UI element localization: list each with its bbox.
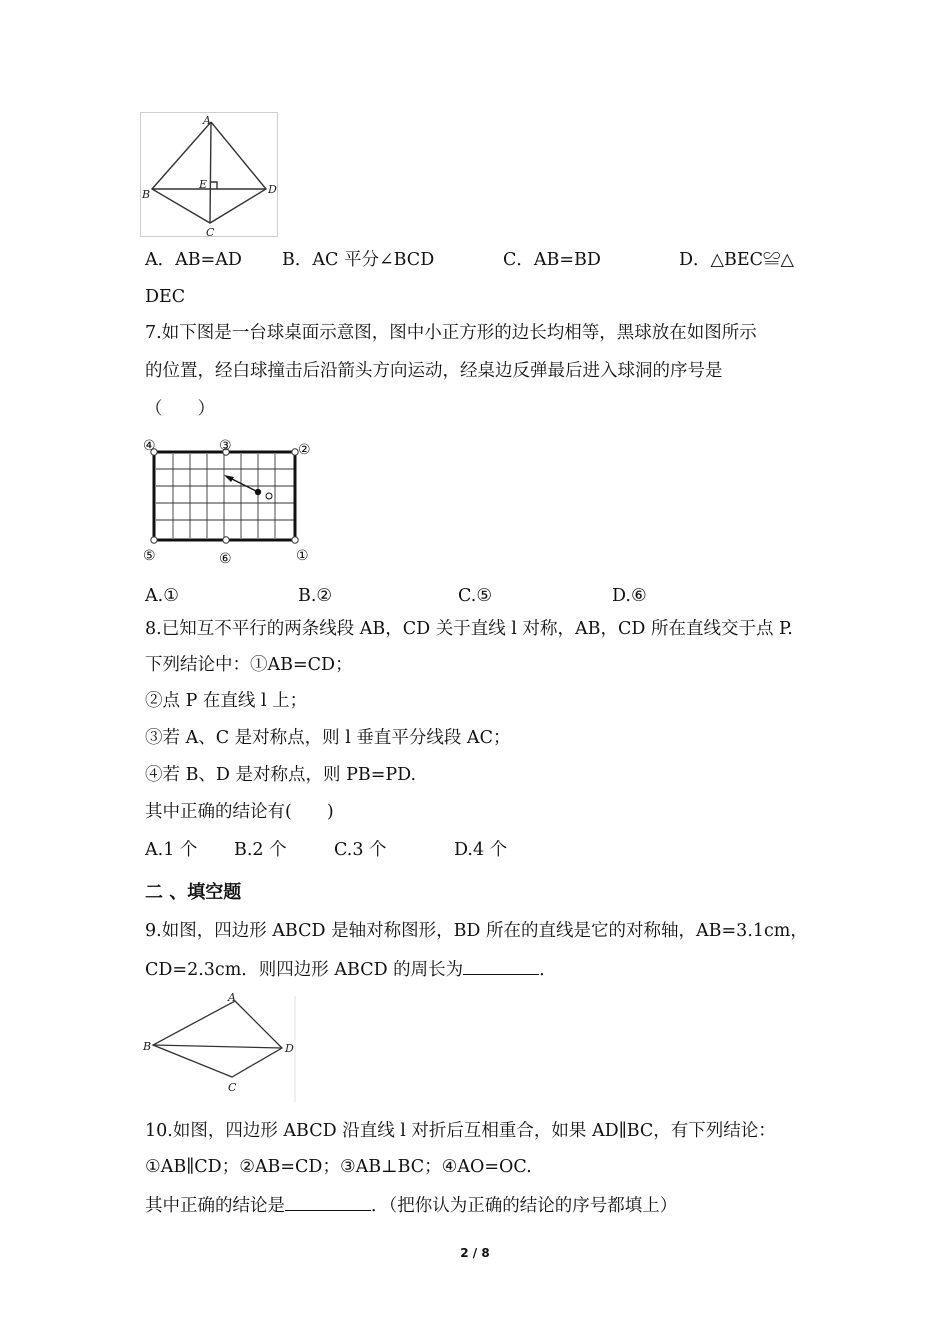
black-ball bbox=[255, 489, 261, 495]
q7-option-b: B.② bbox=[298, 586, 333, 606]
q9-text-line2-pre: CD=2.3cm．则四边形 ABCD 的周长为 bbox=[145, 960, 464, 980]
figure-kite-abcd bbox=[140, 112, 280, 238]
pocket-6-hole bbox=[223, 537, 229, 543]
q6-option-d-cont: DEC bbox=[145, 287, 186, 307]
label-d: D bbox=[268, 183, 277, 196]
q8-text-line2: 下列结论中：①AB=CD； bbox=[145, 655, 353, 675]
q7-text-line2: 的位置，经白球撞击后沿箭头方向运动，经桌边反弹最后进入球洞的序号是 bbox=[145, 361, 723, 381]
q6-option-a: A．AB=AD bbox=[145, 250, 242, 270]
q6-option-c: C．AB=BD bbox=[503, 250, 601, 270]
page-number: 2 / 8 bbox=[460, 1246, 490, 1260]
q8-text-line3: ②点 P 在直线 l 上； bbox=[145, 691, 308, 711]
q6-option-d: D．△BEC≌△ bbox=[679, 250, 794, 270]
q10-text-line3-pre: 其中正确的结论是 bbox=[145, 1196, 285, 1216]
pocket-3-label: ③ bbox=[219, 438, 232, 454]
label-e: E bbox=[199, 178, 208, 191]
q8-text-line5: ④若 B、D 是对称点，则 PB=PD. bbox=[145, 765, 417, 785]
q9-text-line2 bbox=[145, 956, 557, 982]
q9-label-c: C bbox=[228, 1081, 237, 1094]
q7-text-line3: （ ） bbox=[145, 399, 215, 419]
pocket-1-label: ① bbox=[296, 548, 309, 564]
q9-label-d: D bbox=[285, 1042, 294, 1055]
q6-option-b: B．AC 平分∠BCD bbox=[282, 250, 435, 270]
q9-answer-blank[interactable] bbox=[463, 956, 539, 975]
section-heading-fill-in: 二 、填空题 bbox=[145, 882, 242, 903]
billiard-diagram bbox=[140, 434, 318, 568]
figure-billiard-table bbox=[140, 434, 318, 568]
q7-text-line1: 7.如下图是一台球桌面示意图，图中小正方形的边长均相等，黑球放在如图所示 bbox=[145, 323, 757, 343]
q8-text-line4: ③若 A、C 是对称点，则 l 垂直平分线段 AC； bbox=[145, 728, 511, 748]
q8-option-b: B.2 个 bbox=[234, 840, 287, 860]
pocket-6-label: ⑥ bbox=[219, 551, 232, 567]
q9-label-b: B bbox=[143, 1040, 152, 1053]
q9-text-line2-post: ． bbox=[539, 960, 557, 980]
q8-option-c: C.3 个 bbox=[334, 840, 387, 860]
pocket-5-hole bbox=[151, 537, 157, 543]
kite-diagram bbox=[140, 112, 280, 238]
q8-text-line6: 其中正确的结论有( ) bbox=[145, 802, 334, 822]
q10-answer-blank[interactable] bbox=[285, 1192, 371, 1211]
q7-option-d: D.⑥ bbox=[612, 586, 647, 606]
q10-text-line3-post: ．（把你认为正确的结论的序号都填上） bbox=[371, 1196, 678, 1216]
q7-option-a: A.① bbox=[145, 586, 179, 606]
q10-text-line1: 10.如图，四边形 ABCD 沿直线 l 对折后互相重合，如果 AD∥BC，有下列结论： bbox=[145, 1121, 776, 1141]
q9-label-a: A bbox=[228, 991, 236, 1004]
q10-text-line2: ①AB∥CD；②AB=CD；③AB⊥BC；④AO=OC. bbox=[145, 1157, 532, 1177]
label-c: C bbox=[206, 226, 215, 238]
q8-option-a: A.1 个 bbox=[145, 840, 198, 860]
quadrilateral-diagram bbox=[140, 990, 300, 1106]
pocket-5-label: ⑤ bbox=[143, 548, 156, 564]
figure-quadrilateral-abcd bbox=[140, 990, 300, 1106]
q9-text-line1: 9.如图，四边形 ABCD 是轴对称图形，BD 所在的直线是它的对称轴，AB=3.1cm， bbox=[145, 921, 808, 941]
white-ball bbox=[266, 493, 272, 499]
q7-option-c: C.⑤ bbox=[458, 586, 493, 606]
arrow-head bbox=[224, 475, 234, 482]
pocket-1-hole bbox=[292, 537, 298, 543]
label-b: B bbox=[142, 188, 151, 201]
q8-text-line1: 8.已知互不平行的两条线段 AB，CD 关于直线 l 对称，AB，CD 所在直线交于点 P. bbox=[145, 619, 793, 639]
label-a: A bbox=[203, 114, 211, 127]
pocket-4-label: ④ bbox=[143, 438, 156, 454]
q10-text-line3 bbox=[145, 1192, 677, 1218]
pocket-2-label: ② bbox=[298, 442, 311, 458]
q8-option-d: D.4 个 bbox=[454, 840, 508, 860]
